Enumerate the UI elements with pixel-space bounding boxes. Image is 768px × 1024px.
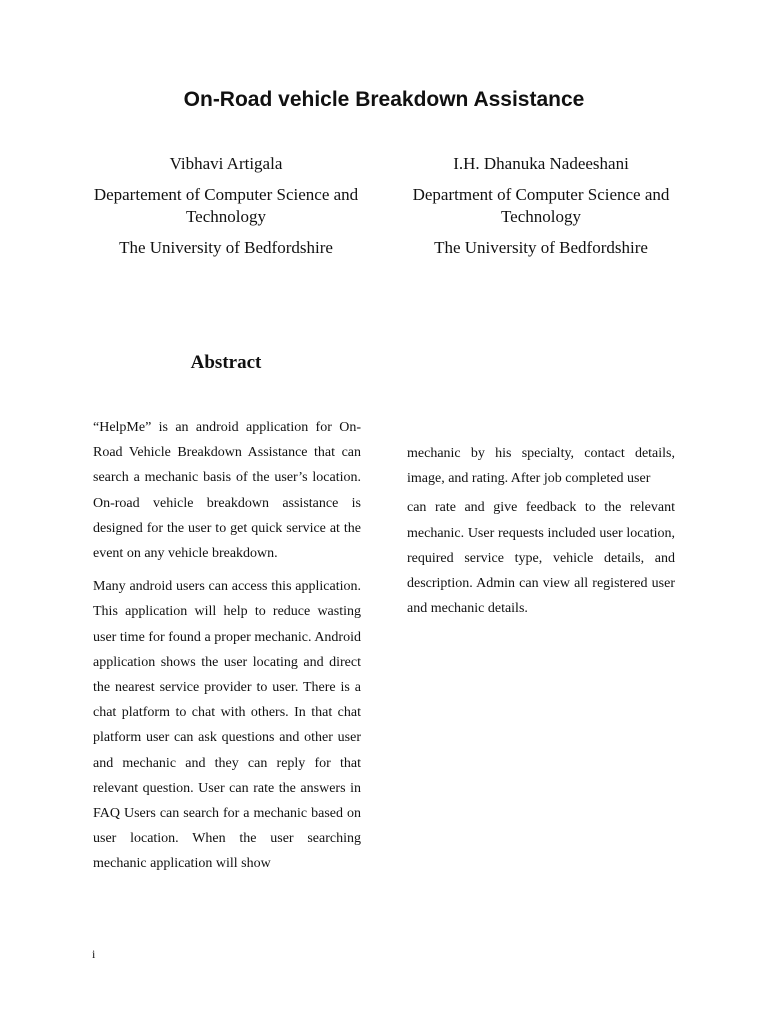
- paper-title: On-Road vehicle Breakdown Assistance: [183, 88, 585, 111]
- page-number: i: [92, 947, 96, 961]
- abstract-paragraph: “HelpMe” is an android application for On-Road Vehicle Breakdown Assistance that can search a mechanic basis of the user’s location. On-road vehicle breakdown assistance is designed for the user to get quick service at the event on any vehicle breakdown.: [93, 420, 361, 562]
- author-name: I.H. Dhanuka Nadeeshani: [453, 154, 629, 173]
- author-name: Vibhavi Artigala: [169, 154, 283, 173]
- abstract-paragraph: can rate and give feedback to the relevant mechanic. User requests included user location, required service type, vehicle details, and description. Admin can view all registered user and mechanic details.: [407, 500, 675, 617]
- abstract-paragraph: Many android users can access this application. This application will help to reduce wasting user time for found a proper mechanic. Android application shows the user locating and direct the nearest service provider to user. There is a chat platform to chat with others. In that chat platform user can ask questions and other user and mechanic and they can reply for that relevant question. User can rate the answers in FAQ Users can search for a mechanic based on user location. When the user searching mechanic application will show: [93, 579, 361, 872]
- author-block-1: [90, 153, 362, 259]
- author-university: The University of Bedfordshire: [434, 238, 648, 257]
- abstract-heading: Abstract: [190, 352, 262, 373]
- abstract-right-column: [407, 441, 675, 621]
- author-department: Department of Computer Science and Technology: [412, 185, 670, 226]
- abstract-paragraph: mechanic by his specialty, contact details, image, and rating. After job completed user: [407, 446, 675, 487]
- author-department: Departement of Computer Science and Technology: [93, 185, 359, 226]
- author-university: The University of Bedfordshire: [119, 238, 333, 257]
- author-block-2: [405, 153, 677, 259]
- abstract-left-column: [93, 415, 361, 877]
